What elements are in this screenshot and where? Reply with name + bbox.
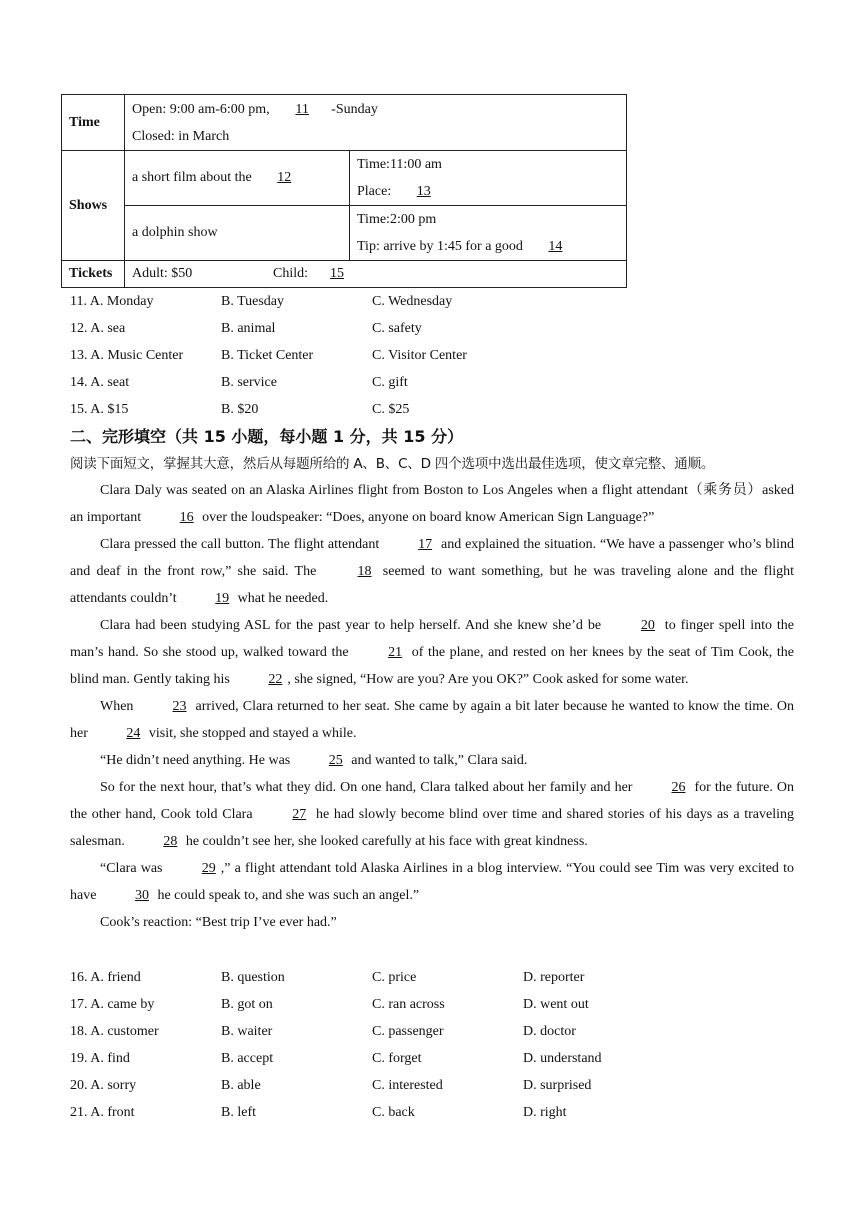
passage-text: Clara Daly was seated on an Alaska Airlines flight from Boston to Los Angeles when a flight attendant（乘务员）asked an important [70, 483, 794, 525]
passage-text: and wanted to talk,” Clara said. [347, 753, 528, 768]
show1-text: a short film about the [132, 170, 256, 185]
blank-27: 27 [292, 807, 307, 822]
option-choice: B. animal [221, 321, 276, 336]
option-choice: 20. A. sorry [70, 1078, 137, 1093]
show1-place: Place: [357, 184, 395, 199]
option-choice: C. ran across [372, 997, 445, 1012]
passage-text: over the loudspeaker: “Does, anyone on board know American Sign Language?” [198, 510, 655, 525]
passage-text: When [100, 699, 138, 714]
blank-22: 22 [268, 672, 283, 687]
option-choice: 21. A. front [70, 1105, 135, 1120]
blank-26: 26 [671, 780, 686, 795]
blank-17: 17 [418, 537, 433, 552]
option-choice: C. $25 [372, 402, 410, 417]
blank-24: 24 [126, 726, 141, 741]
blank-14: 14 [548, 239, 563, 254]
passage-text: “Clara was [100, 861, 167, 876]
option-choice: D. right [523, 1105, 567, 1120]
option-row [70, 396, 523, 423]
option-choice: C. passenger [372, 1024, 444, 1039]
passage-text: “He didn’t need anything. He was [100, 753, 294, 768]
option-choice: B. got on [221, 997, 273, 1012]
blank-12: 12 [277, 170, 292, 185]
passage-text: and explained the situation. “We have a passenger who’s blind and deaf in the front row,” she said. The [70, 537, 794, 579]
time-closed-text: Closed: in March [132, 128, 230, 144]
option-choice: 16. A. friend [70, 970, 141, 985]
paragraph [70, 477, 794, 531]
section-title: 二、完形填空（共 15 小题，每小题 1 分，共 15 分） [70, 427, 464, 446]
passage-text: what he needed. [234, 591, 329, 606]
option-choice: B. able [221, 1078, 261, 1093]
passage-text: ,” a flight attendant told Alaska Airlines in a blog interview. “You could see Tim was very excited to have [70, 861, 795, 903]
option-choice: B. service [221, 375, 277, 390]
passage-text: arrived, Clara returned to her seat. She came by again a bit later because he wanted to know the time. On her [70, 699, 794, 741]
show2-text: a dolphin show [125, 206, 350, 261]
show1-cell [125, 151, 350, 206]
show1-time: Time:11:00 am [357, 157, 442, 172]
blank-11: 11 [295, 101, 309, 117]
option-choice: D. understand [523, 1051, 602, 1066]
show2-tip: Tip: arrive by 1:45 for a good [357, 239, 527, 254]
paragraph: Cook’s reaction: “Best trip I’ve ever had.” [100, 915, 337, 930]
passage-text: Clara pressed the call button. The flight attendant [100, 537, 384, 552]
option-choice: 14. A. seat [70, 375, 130, 390]
paragraph [70, 774, 794, 855]
passage-text: to finger spell into the man’s hand. So she stood up, walked toward the [70, 618, 794, 660]
passage-text: he could speak to, and she was such an angel.” [153, 888, 420, 903]
option-row [70, 964, 602, 991]
adult-price: Adult: $50 [132, 266, 193, 281]
option-choice: C. gift [372, 375, 408, 390]
option-row [70, 288, 523, 315]
option-row [70, 1099, 602, 1126]
blank-30: 30 [134, 888, 149, 903]
passage-text: for the future. On the other hand, Cook told Clara [70, 780, 795, 822]
option-row [70, 1045, 602, 1072]
blank-23: 23 [172, 699, 187, 714]
blank-15: 15 [330, 266, 345, 281]
blank-25: 25 [328, 753, 343, 768]
option-choice: C. Visitor Center [372, 348, 467, 363]
option-choice: C. forget [372, 1051, 422, 1066]
option-choice: 17. A. came by [70, 997, 155, 1012]
blank-20: 20 [640, 618, 655, 633]
blank-16: 16 [179, 510, 194, 525]
option-choice: C. interested [372, 1078, 443, 1093]
show2-detail-cell [350, 206, 627, 261]
show1-detail-cell [350, 151, 627, 206]
option-choice: B. Ticket Center [221, 348, 314, 363]
option-choice: D. went out [523, 997, 589, 1012]
passage-text: visit, she stopped and stayed a while. [145, 726, 357, 741]
option-choice: 15. A. $15 [70, 402, 129, 417]
blank-21: 21 [388, 645, 403, 660]
option-choice: 12. A. sea [70, 321, 126, 336]
instructions: 阅读下面短文，掌握其大意，然后从每题所给的 A、B、C、D 四个选项中选出最佳选项，使文章完整、通顺。 [70, 456, 715, 472]
blank-13: 13 [416, 184, 431, 199]
option-choice: C. Wednesday [372, 294, 453, 309]
option-choice: B. question [221, 970, 285, 985]
blank-28: 28 [163, 834, 178, 849]
option-choice: D. reporter [523, 970, 585, 985]
paragraph [70, 531, 794, 612]
option-choice: 11. A. Monday [70, 294, 154, 309]
option-choice: B. Tuesday [221, 294, 285, 309]
tickets-label: Tickets [62, 261, 125, 288]
child-price: Child: [273, 266, 309, 281]
shows-label: Shows [62, 151, 125, 261]
passage-text: of the plane, and rested on her knees by the seat of Tim Cook, the blind man. Gently taking his [70, 645, 794, 687]
option-row [70, 1072, 602, 1099]
option-row [70, 315, 523, 342]
option-row [70, 1018, 602, 1045]
paragraph [70, 612, 794, 693]
option-choice: D. doctor [523, 1024, 576, 1039]
paragraph [70, 855, 794, 909]
passage [70, 477, 794, 936]
option-choice: B. accept [221, 1051, 274, 1066]
option-choice: D. surprised [523, 1078, 592, 1093]
passage-text: Clara had been studying ASL for the past year to help herself. And she knew she’d be [100, 618, 606, 633]
time-label: Time [62, 95, 125, 151]
time-cell [125, 95, 627, 151]
passage-text: he couldn’t see her, she looked carefully at his face with great kindness. [182, 834, 588, 849]
blank-19: 19 [215, 591, 230, 606]
paragraph [70, 747, 794, 774]
info-table [61, 94, 627, 288]
option-choice: C. price [372, 970, 417, 985]
option-choice: C. safety [372, 321, 422, 336]
option-row [70, 342, 523, 369]
time-open-text: Open: 9:00 am-6:00 pm, [132, 101, 274, 117]
blank-18: 18 [357, 564, 372, 579]
option-choice: C. back [372, 1105, 415, 1120]
passage-text: he had slowly become blind over time and shared stories of his days as a traveling salesman. [70, 807, 794, 849]
option-row [70, 991, 602, 1018]
blank-29: 29 [201, 861, 216, 876]
time-open-suffix: -Sunday [331, 101, 378, 117]
option-choice: B. left [221, 1105, 256, 1120]
tickets-cell [125, 261, 627, 288]
passage-text: So for the next hour, that’s what they did. On one hand, Clara talked about her family and her [100, 780, 637, 795]
option-choice: B. $20 [221, 402, 259, 417]
options-16-21 [70, 964, 602, 1126]
option-choice: 13. A. Music Center [70, 348, 184, 363]
option-choice: 18. A. customer [70, 1024, 159, 1039]
paragraph [70, 693, 794, 747]
option-row [70, 369, 523, 396]
options-11-15 [70, 288, 523, 423]
option-choice: B. waiter [221, 1024, 273, 1039]
passage-text: seemed to want something, but he was traveling alone and the flight attendants couldn’t [70, 564, 794, 606]
show2-time: Time:2:00 pm [357, 212, 437, 227]
option-choice: 19. A. find [70, 1051, 130, 1066]
passage-text: , she signed, “How are you? Are you OK?” Cook asked for some water. [287, 672, 689, 687]
